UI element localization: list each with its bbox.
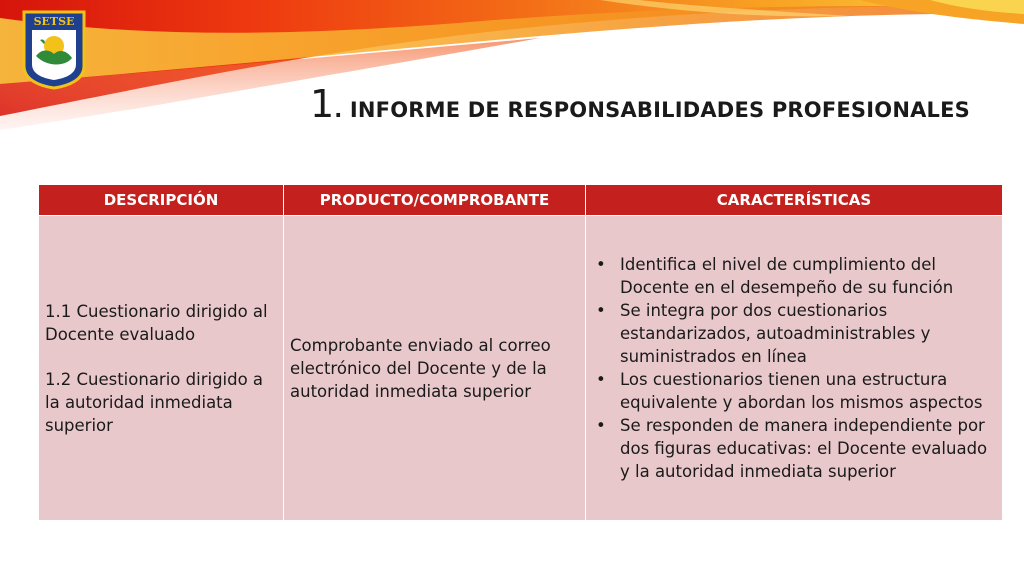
header-product: PRODUCTO/COMPROBANTE [284,185,586,216]
responsibilities-table [38,184,1003,521]
description-item: 1.1 Cuestionario dirigido al Docente evaluado [45,301,268,344]
characteristic-item: • Los cuestionarios tienen una estructura equivalente y abordan los mismos aspectos [620,368,996,414]
description-cell [39,216,284,521]
characteristic-item: • Se integra por dos cuestionarios estandarizados, autoadministrables y suministrados en línea [620,299,996,368]
product-text: Comprobante enviado al correo electrónico del Docente y de la autoridad inmediata superior [290,335,551,401]
title-text: . INFORME DE RESPONSABILIDADES PROFESIONALES [334,98,970,122]
table-row [39,216,1003,521]
product-cell [284,216,586,521]
header-characteristics: CARACTERÍSTICAS [586,185,1003,216]
characteristic-item: • Se responden de manera independiente por dos figuras educativas: el Docente evaluado y la autoridad inmediata superior [620,414,996,483]
page-title [310,82,1010,132]
setse-logo [20,10,88,90]
characteristics-cell [586,216,1003,521]
header-description: DESCRIPCIÓN [39,185,284,216]
characteristics-list [592,253,996,483]
logo-top-text: SETSE [33,15,75,28]
description-item: 1.2 Cuestionario dirigido a la autoridad inmediata superior [45,369,264,435]
characteristic-item: • Identifica el nivel de cumplimiento del Docente en el desempeño de su función [620,253,996,299]
title-number: 1 [310,82,335,126]
table-header-row [39,185,1003,216]
